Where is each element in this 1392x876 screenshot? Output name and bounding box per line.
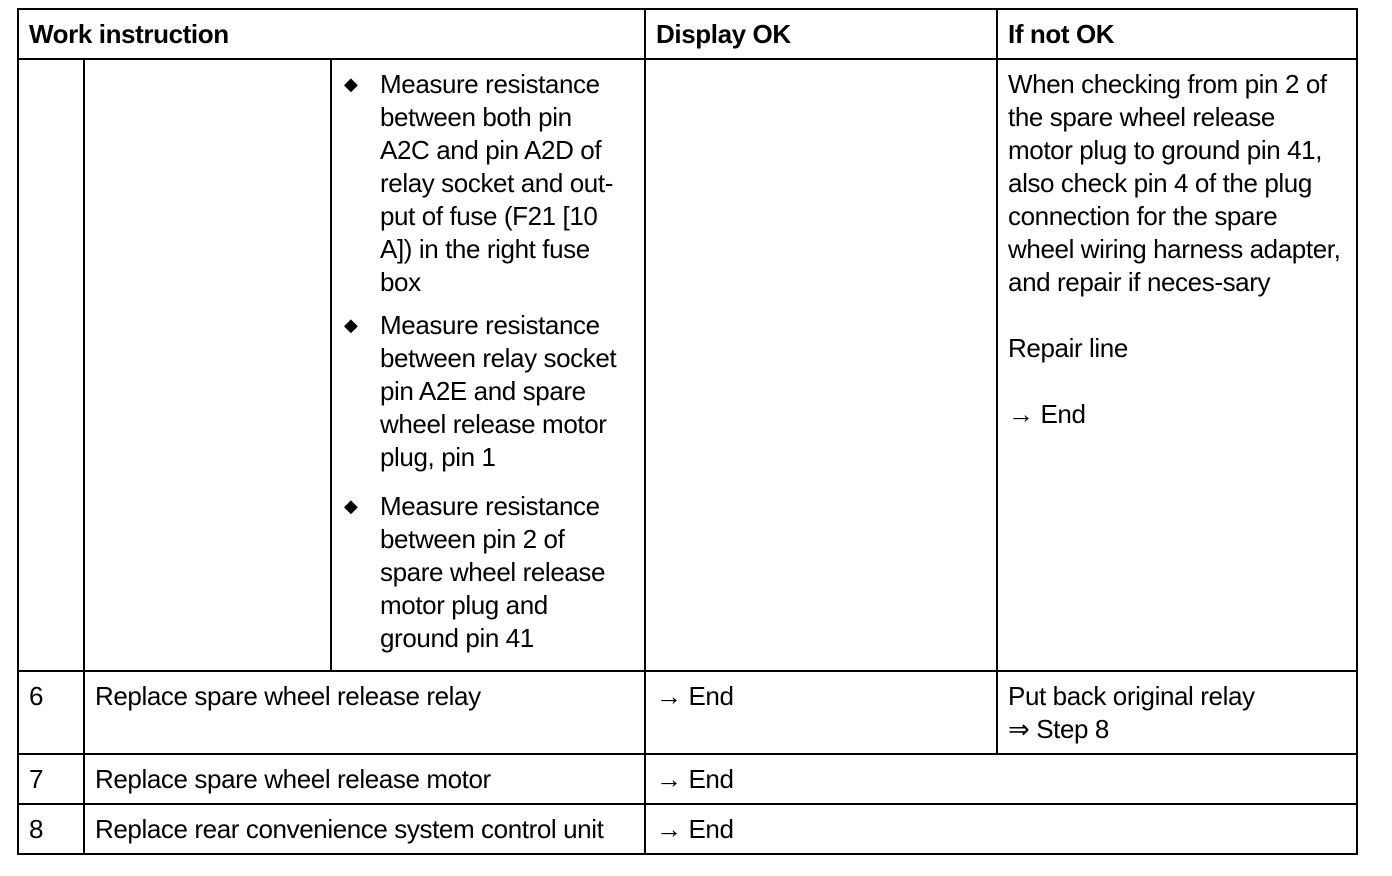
- table-row-step-6: [18, 671, 1357, 754]
- step-instruction: Replace spare wheel release motor: [84, 754, 645, 804]
- goto-step-text: ⇒ Step 8: [1008, 714, 1109, 744]
- table-row-step-7: [18, 754, 1357, 804]
- step-display-ok: → End: [645, 671, 997, 754]
- table-header-row: [18, 9, 1357, 59]
- step-number: 7: [18, 754, 84, 804]
- diamond-bullet-icon: ◆: [344, 315, 358, 335]
- if-not-ok-cell: [997, 59, 1357, 671]
- step-number-cell: [18, 59, 84, 671]
- display-ok-cell: [645, 59, 997, 671]
- work-instruction-table: [17, 8, 1358, 855]
- repair-line-text: Repair line: [1008, 333, 1128, 363]
- table-row-step-8: [18, 804, 1357, 854]
- header-display-ok: Display OK: [645, 9, 997, 59]
- bullet-text: Measure resistance between relay socket pin A2E and spare wheel release motor plug, pin 1: [380, 310, 617, 472]
- diamond-bullet-icon: ◆: [344, 74, 358, 94]
- list-item: [332, 68, 634, 299]
- end-arrow-text: → End: [1008, 399, 1086, 429]
- bullet-text: Measure resistance between pin 2 of spare wheel release motor plug and ground pin 41: [380, 491, 606, 653]
- step-display-ok: → End: [645, 754, 1357, 804]
- step-number: 8: [18, 804, 84, 854]
- put-back-text: Put back original relay: [1008, 681, 1255, 711]
- step-number: 6: [18, 671, 84, 754]
- step-if-not-ok: [997, 671, 1357, 754]
- bullet-list: [331, 59, 645, 671]
- table-row-measure: [18, 59, 1357, 671]
- list-item: [332, 490, 634, 655]
- list-item: [332, 309, 634, 474]
- step-display-ok: → End: [645, 804, 1357, 854]
- step-instruction: Replace spare wheel release relay: [84, 671, 645, 754]
- diamond-bullet-icon: ◆: [344, 496, 358, 516]
- blank-cell: [84, 59, 331, 671]
- if-not-ok-paragraph: When checking from pin 2 of the spare wheel release motor plug to ground pin 41, also check pin 4 of the plug connection for the spare wheel wiring harness adapter, and repair if neces-sary: [1008, 69, 1341, 297]
- header-if-not-ok: If not OK: [997, 9, 1357, 59]
- bullet-text: Measure resistance between both pin A2C and pin A2D of relay socket and out-put of fuse (F21 [10 A]) in the right fuse box: [380, 69, 613, 297]
- step-instruction: Replace rear convenience system control unit: [84, 804, 645, 854]
- header-work-instruction: Work instruction: [18, 9, 645, 59]
